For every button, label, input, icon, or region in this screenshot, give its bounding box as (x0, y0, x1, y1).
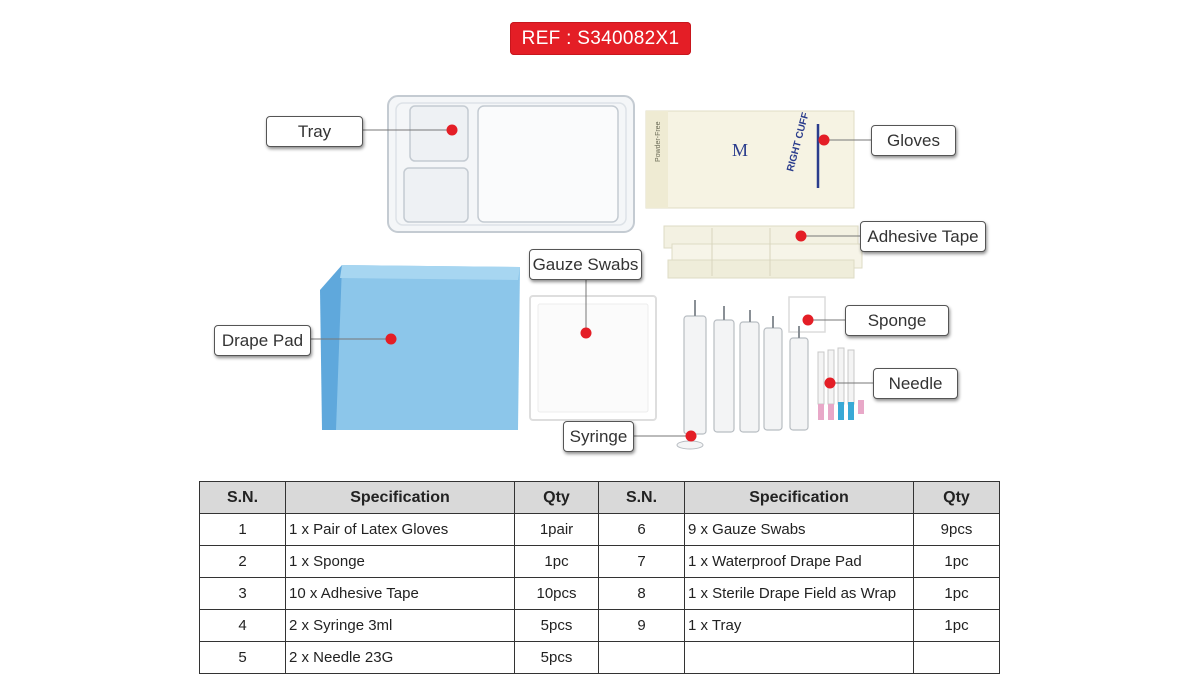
cell-qty (914, 642, 1000, 674)
cell-specification: 1 x Sponge (286, 546, 515, 578)
svg-text:M: M (732, 140, 749, 160)
header-sn: S.N. (599, 482, 685, 514)
cell-qty: 1pair (515, 514, 599, 546)
cell-specification: 1 x Tray (685, 610, 914, 642)
callout-gauze-swabs: Gauze Swabs (529, 249, 642, 280)
cell-sn (599, 642, 685, 674)
cell-sn: 9 (599, 610, 685, 642)
cell-qty: 9pcs (914, 514, 1000, 546)
cell-specification: 2 x Needle 23G (286, 642, 515, 674)
callout-syringe: Syringe (563, 421, 634, 452)
callout-drape-pad: Drape Pad (214, 325, 311, 356)
cell-sn: 1 (200, 514, 286, 546)
table-row (200, 546, 1000, 578)
svg-text:RIGHT CUFF: RIGHT CUFF (785, 111, 812, 173)
cell-qty: 1pc (914, 578, 1000, 610)
cell-sn: 4 (200, 610, 286, 642)
callout-tray: Tray (266, 116, 363, 147)
cell-sn: 6 (599, 514, 685, 546)
callout-sponge: Sponge (845, 305, 949, 336)
callout-needle: Needle (873, 368, 958, 399)
header-specification: Specification (685, 482, 914, 514)
cell-qty: 10pcs (515, 578, 599, 610)
table-row (200, 610, 1000, 642)
cell-qty: 1pc (515, 546, 599, 578)
cell-specification (685, 642, 914, 674)
cell-sn: 3 (200, 578, 286, 610)
cell-sn: 8 (599, 578, 685, 610)
tray-icon (388, 96, 634, 232)
cell-sn: 7 (599, 546, 685, 578)
callout-gloves: Gloves (871, 125, 956, 156)
table-row (200, 642, 1000, 674)
cell-specification: 1 x Pair of Latex Gloves (286, 514, 515, 546)
cell-specification: 10 x Adhesive Tape (286, 578, 515, 610)
sponge-icon (789, 297, 825, 332)
svg-text:Powder-Free: Powder-Free (655, 121, 662, 162)
table-row (200, 578, 1000, 610)
cell-specification: 9 x Gauze Swabs (685, 514, 914, 546)
gauze-swabs-icon (530, 296, 656, 420)
cell-qty: 5pcs (515, 642, 599, 674)
drape-pad-icon (320, 265, 520, 430)
cell-sn: 5 (200, 642, 286, 674)
cell-specification: 2 x Syringe 3ml (286, 610, 515, 642)
cell-sn: 2 (200, 546, 286, 578)
cell-qty: 1pc (914, 546, 1000, 578)
callout-adhesive-tape: Adhesive Tape (860, 221, 986, 252)
gloves-icon (646, 111, 854, 208)
cell-qty: 1pc (914, 610, 1000, 642)
header-qty: Qty (515, 482, 599, 514)
header-sn: S.N. (200, 482, 286, 514)
ref-badge: REF : S340082X1 (510, 22, 691, 55)
cell-specification: 1 x Waterproof Drape Pad (685, 546, 914, 578)
table-header-row (200, 482, 1000, 514)
header-qty: Qty (914, 482, 1000, 514)
header-specification: Specification (286, 482, 515, 514)
cell-qty: 5pcs (515, 610, 599, 642)
cell-specification: 1 x Sterile Drape Field as Wrap (685, 578, 914, 610)
adhesive-tape-icon (664, 226, 862, 278)
table-row (200, 514, 1000, 546)
specification-table (199, 481, 1000, 674)
